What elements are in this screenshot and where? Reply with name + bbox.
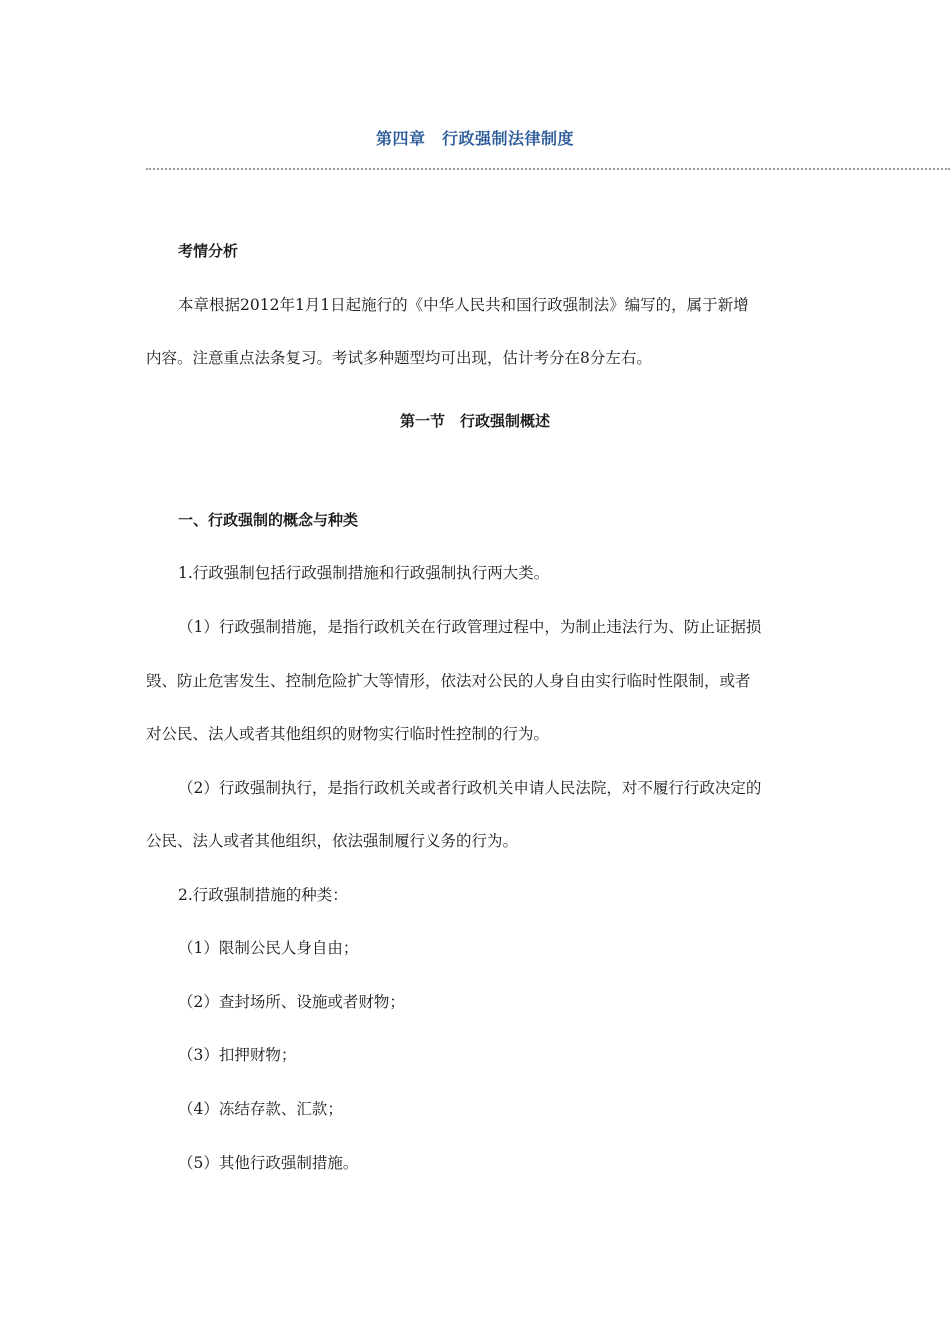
measure-definition-line-2: 毁、防止危害发生、控制危险扩大等情形，依法对公民的人身自由实行临时性限制，或者: [146, 672, 751, 690]
chapter-title: 第四章 行政强制法律制度: [375, 129, 574, 148]
analysis-paragraph-line-1: 本章根据2012年1月1日起施行的《中华人民共和国行政强制法》编写的，属于新增: [178, 296, 749, 314]
item-2: 2.行政强制措施的种类：: [178, 886, 348, 904]
item-1: 1.行政强制包括行政强制措施和行政强制执行两大类。: [178, 564, 550, 582]
type-item: （2）查封场所、设施或者财物；: [178, 993, 405, 1011]
analysis-heading: 考情分析: [178, 242, 239, 260]
section-title: 第一节 行政强制概述: [399, 412, 550, 430]
measure-definition-line-1: （1）行政强制措施，是指行政机关在行政管理过程中，为制止违法行为、防止证据损: [178, 618, 762, 636]
section-subheading: 一、行政强制的概念与种类: [178, 511, 359, 529]
type-item: （1）限制公民人身自由；: [178, 939, 359, 957]
type-item: （5）其他行政强制措施。: [178, 1154, 359, 1172]
measure-definition-line-3: 对公民、法人或者其他组织的财物实行临时性控制的行为。: [146, 725, 550, 743]
analysis-paragraph-line-2: 内容。注意重点法条复习。考试多种题型均可出现，估计考分在8分左右。: [146, 349, 652, 367]
type-item: （3）扣押财物；: [178, 1046, 297, 1064]
execution-definition-line-2: 公民、法人或者其他组织，依法强制履行义务的行为。: [146, 832, 519, 850]
execution-definition-line-1: （2）行政强制执行，是指行政机关或者行政机关申请人民法院，对不履行行政决定的: [178, 779, 762, 797]
dotted-divider: [146, 168, 950, 170]
type-item: （4）冻结存款、汇款；: [178, 1100, 343, 1118]
